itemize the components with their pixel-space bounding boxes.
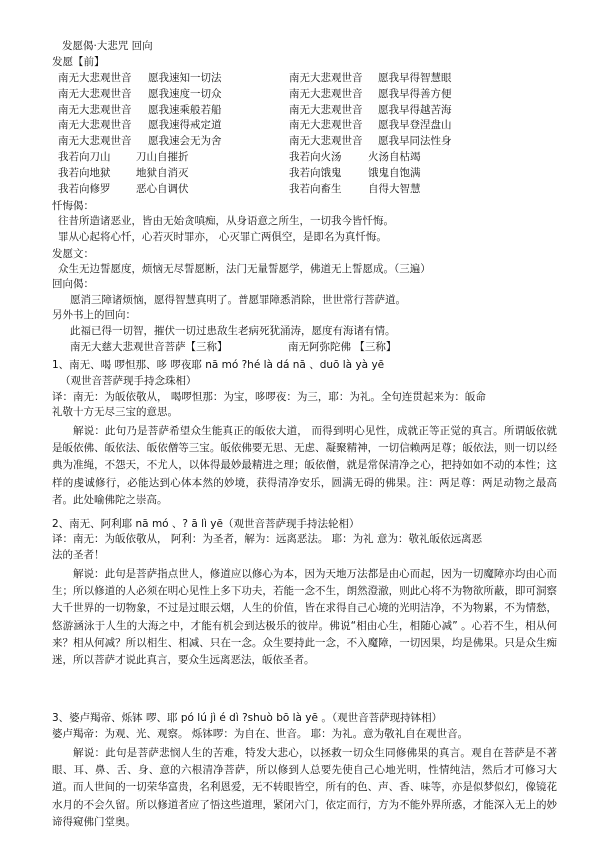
vow-cell: 南无大悲观世音 <box>289 87 363 100</box>
vow-cell: 愿我早得善方便 <box>378 87 452 100</box>
vow-cell: 刀山自摧折 <box>136 150 189 163</box>
vow-cell: 愿我早同法性身 <box>378 135 452 148</box>
vow-cell: 饿鬼自饱满 <box>368 166 421 179</box>
repent-heading: 忏悔偈： <box>52 200 94 212</box>
vow-row <box>58 151 558 167</box>
book-dedication-left: 南无大慈大悲观世音菩萨【三称】 <box>70 341 228 353</box>
vow-row <box>58 135 558 151</box>
vow-grid <box>58 72 558 198</box>
vow-cell: 愿我早登涅盘山 <box>378 119 452 132</box>
page-title: 发愿偈·大悲咒 回向 <box>62 40 153 52</box>
vow-cell: 火汤自枯竭 <box>368 150 421 163</box>
verse-explanation <box>52 423 557 509</box>
vow-cell: 南无大悲观世音 <box>58 119 132 132</box>
vow-row <box>58 167 558 183</box>
dedication-line: 愿消三障诸烦恼，愿得智慧真明了。普愿罪障悉消除，世世常行菩萨道。 <box>70 294 406 306</box>
book-dedication-right: 南无阿弥陀佛 【三称】 <box>288 341 397 353</box>
vow-cell: 南无大悲观世音 <box>58 72 132 84</box>
vow-cell: 愿我早得智慧眼 <box>378 72 452 84</box>
vow-cell: 我若向火汤 <box>289 150 342 163</box>
verse-title: 2、南无、阿利耶 nā mó 、? ā lì yē（观世音菩萨现手持法轮相） <box>52 518 360 530</box>
vow-cell: 我若向畜生 <box>289 182 342 195</box>
vow-text-heading: 发愿文： <box>52 248 94 260</box>
vow-cell: 愿我速乘般若船 <box>148 103 222 116</box>
vow-cell: 地狱自消灭 <box>136 166 189 179</box>
vow-cell: 恶心自调伏 <box>136 182 189 195</box>
verse-gloss: 译：南无：为皈依敬从， 喝啰怛那：为宝，哆啰夜：为三，耶：为礼。全句连贯起来为：皈命 <box>52 391 486 403</box>
vow-cell: 南无大悲观世音 <box>289 103 363 116</box>
vow-cell: 愿我速知一切法 <box>148 72 222 84</box>
vow-cell: 我若向修罗 <box>58 182 111 195</box>
vow-row <box>58 72 558 88</box>
vow-cell: 我若向刀山 <box>58 150 111 163</box>
vow-cell: 愿我速得戒定道 <box>148 119 222 132</box>
vow-row <box>58 183 558 199</box>
repent-line: 罪从心起将心忏，心若灭时罪亦， 心灭罪亡两俱空，是即名为真忏悔。 <box>58 231 387 243</box>
verse-gloss: 法的圣者！ <box>52 549 105 561</box>
vow-cell: 自得大智慧 <box>368 182 421 195</box>
vow-cell: 南无大悲观世音 <box>289 72 363 84</box>
verse-subtitle: （观世音菩萨现手持念珠相） <box>60 375 197 387</box>
vow-row <box>58 104 558 120</box>
dedication-heading: 回向偈： <box>52 278 94 290</box>
vow-cell: 南无大悲观世音 <box>58 87 132 100</box>
verse-gloss: 礼敬十方无尽三宝的意思。 <box>52 406 178 418</box>
verse-gloss: 婆卢羯帝：为观、光、观察。 烁钵啰：为自在、世音。 耶：为礼。意为敬礼自在观世音。 <box>52 728 469 740</box>
vow-cell: 我若向饿鬼 <box>289 166 342 179</box>
verse-explanation <box>52 566 557 669</box>
vow-cell: 南无大悲观世音 <box>289 119 363 132</box>
verse-body: 解说：此句是菩萨悲悯人生的苦难，特发大悲心，以拯救一切众生同修佛果的真言。观自在菩萨是不著眼、耳、鼻、舌、身、意的六根清净菩萨，所以修到人总要先使自己心地光明，性情纯洁，然后才可修习大道。而人世间的一切荣华富贵，名利恩爱，无不转眼皆空，所有的色、声、香、味等，亦是似梦似幻，像镜花水月的不会久留。所以修道者应了悟这些道理，紧闭六门，依定而行，方为不能外界所惑，才能深入无上的妙谛得窥佛门堂奥。 <box>52 747 557 828</box>
vow-cell: 愿我早得越苦海 <box>378 103 452 116</box>
verse-body: 解说：此句乃是菩萨希望众生能真正的皈依大道， 而得到明心见性，成就正等正觉的真言。所谓皈依就是皈依佛、皈依法、皈依僧等三宝。皈依佛要无思、无虑、凝聚精神，一切信赖两足尊；皈依法，则一切以经典为准绳，不怨天，不尤人，以体得最妙最精进之理；皈依僧，就是常保清净之心，把持如如不动的本性；这样的虔诚修行，必能达到心体本然的妙境，获得清净安乐，圆满无碍的佛果。注：两足尊：两足动物之最高者。此处喻佛陀之崇高。 <box>52 425 557 506</box>
verse-title: 1、南无、喝 啰怛那、哆 啰夜耶 nā mó ?hé là dá nā 、duō là yà yē <box>52 359 385 371</box>
vow-cell: 愿我速会无为舍 <box>148 135 222 148</box>
vow-text-line: 众生无边誓愿度，烦恼无尽誓愿断，法门无量誓愿学，佛道无上誓愿成。（三遍） <box>58 263 431 275</box>
vow-cell: 南无大悲观世音 <box>289 135 363 148</box>
vow-cell: 南无大悲观世音 <box>58 103 132 116</box>
vow-cell: 我若向地狱 <box>58 166 111 179</box>
verse-explanation <box>52 745 557 831</box>
vow-cell: 南无大悲观世音 <box>58 135 132 148</box>
book-dedication-heading: 另外书上的回向： <box>52 309 136 321</box>
book-dedication-line: 此福已得一切智，摧伏一切过患敌生老病死犹涌涛，愿度有海诸有情。 <box>70 325 396 337</box>
verse-title: 3、婆卢羯帝、烁钵 啰、耶 pó lú jì é dì ?shuò bō là yē 。（观世音菩萨现持钵相） <box>52 712 443 724</box>
vow-row <box>58 88 558 104</box>
vow-cell: 愿我速度一切众 <box>148 87 222 100</box>
verse-gloss: 译：南无：为皈依敬从， 阿利：为圣者，解为：远离恶法。 耶：为礼 意为：敬礼皈依远离恶 <box>52 533 483 545</box>
repent-line: 往昔所造诸恶业，皆由无始贪嗔痴，从身语意之所生，一切我今皆忏悔。 <box>58 215 394 227</box>
vow-front-heading: 发愿【前】 <box>52 56 105 68</box>
vow-row <box>58 119 558 135</box>
verse-body: 解说：此句是菩萨指点世人，修道应以修心为本，因为天地万法都是由心而起，因为一切魔障亦均由心而生；所以修道的人必须在明心见性上多下功夫，若能一念不生，朗然澄澈，则此心将不为物欲所蔽，即可洞察大千世界的一切物象，不过是过眼云烟，人生的价值，皆在求得自己心境的光明洁净，不为物累，不为情愁，悠游涵泳于人生的大海之中，才能有机会到达极乐的彼岸。佛说“相由心生，相随心减” 。心若不生，相从何来？相从何减？所以相生、相减、只在一念。众生要持此一念，不入魔障，一切因果，均是佛果。只是众生痴迷，所以菩萨才说此真言，要众生远离恶法，皈依圣者。 <box>52 568 557 667</box>
